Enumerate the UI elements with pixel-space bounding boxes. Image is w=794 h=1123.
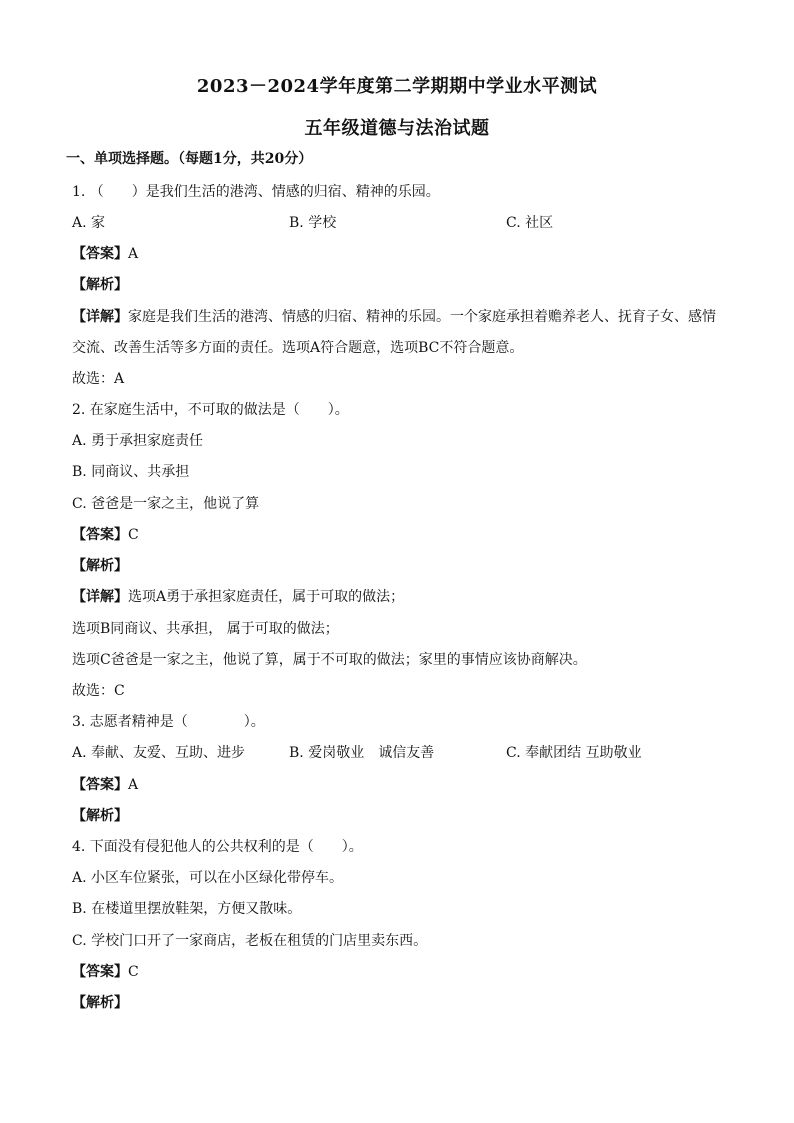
q2-stem: 2. 在家庭生活中，不可取的做法是（ ）。	[72, 402, 349, 418]
q2-conclusion	[72, 682, 125, 700]
q4-answer	[72, 963, 139, 981]
q1-detail-line2: 交流、改善生活等多方面的责任。选项A符合题意，选项BC不符合题意。	[72, 340, 524, 356]
q1-detail-text1: 家庭是我们生活的港湾、情感的归宿、精神的乐园。一个家庭承担着赡养老人、抚育子女、感情	[128, 309, 716, 325]
section-heading: 一、单项选择题。（每题1分，共20分）	[66, 151, 313, 167]
exam-subtitle: 五年级道德与法治试题	[304, 118, 490, 139]
q1-stem: 1. （ ）是我们生活的港湾、情感的归宿、精神的乐园。	[72, 184, 440, 200]
q4-option-a: A. 小区车位紧张，可以在小区绿化带停车。	[72, 870, 344, 886]
q2-detail-line3: 选项C爸爸是一家之主，他说了算，属于不可取的做法；家里的事情应该协商解决。	[72, 652, 587, 668]
q3-option-b: B. 爱岗敬业 诚信友善	[289, 745, 435, 761]
q4-stem: 4. 下面没有侵犯他人的公共权利的是（ ）。	[72, 839, 363, 855]
q1-answer	[72, 245, 138, 263]
q4-option-c: C. 学校门口开了一家商店，老板在租赁的门店里卖东西。	[72, 933, 428, 949]
q2-answer-value: C	[128, 527, 139, 543]
detail-label: 【详解】	[72, 589, 128, 605]
q2-option-a: A. 勇于承担家庭责任	[72, 433, 204, 449]
q2-detail-text1: 选项A勇于承担家庭责任，属于可取的做法；	[128, 589, 405, 605]
answer-label: 【答案】	[72, 527, 128, 543]
q2-conclusion-value: C	[114, 683, 125, 699]
q4-analysis-label	[72, 994, 128, 1012]
q1-option-a: A. 家	[72, 215, 106, 231]
q3-answer-value: A	[128, 777, 139, 793]
q1-option-c: C. 社区	[506, 215, 554, 231]
q2-detail-line2: 选项B同商议、共承担， 属于可取的做法；	[72, 621, 339, 637]
q1-conclusion	[72, 370, 124, 388]
q4-option-b: B. 在楼道里摆放鞋架，方便又散味。	[72, 901, 302, 917]
conclusion-prefix: 故选：	[72, 683, 114, 699]
detail-label: 【详解】	[72, 309, 128, 325]
q3-option-c: C. 奉献团结 互助敬业	[506, 745, 642, 761]
q2-answer	[72, 526, 139, 544]
answer-label: 【答案】	[72, 964, 128, 980]
q2-detail-line1	[72, 588, 404, 606]
q1-answer-value: A	[128, 246, 139, 262]
q1-analysis-label	[72, 276, 128, 294]
analysis-label: 【解析】	[72, 995, 128, 1011]
exam-title: 2023－2024学年度第二学期期中学业水平测试	[196, 76, 598, 97]
q3-stem: 3. 志愿者精神是（ ）。	[72, 714, 265, 730]
q3-analysis-label	[72, 807, 128, 825]
q1-detail-line1	[72, 308, 716, 326]
analysis-label: 【解析】	[72, 808, 128, 824]
q4-answer-value: C	[128, 964, 139, 980]
q2-option-c: C. 爸爸是一家之主，他说了算	[72, 496, 260, 512]
q2-analysis-label	[72, 557, 128, 575]
q3-option-a: A. 奉献、友爱、互助、进步	[72, 745, 246, 761]
q1-conclusion-value: A	[114, 371, 125, 387]
analysis-label: 【解析】	[72, 277, 128, 293]
analysis-label: 【解析】	[72, 558, 128, 574]
q3-answer	[72, 776, 138, 794]
q2-option-b: B. 同商议、共承担	[72, 464, 190, 480]
conclusion-prefix: 故选：	[72, 371, 114, 387]
answer-label: 【答案】	[72, 246, 128, 262]
q1-option-b: B. 学校	[289, 215, 337, 231]
answer-label: 【答案】	[72, 777, 128, 793]
